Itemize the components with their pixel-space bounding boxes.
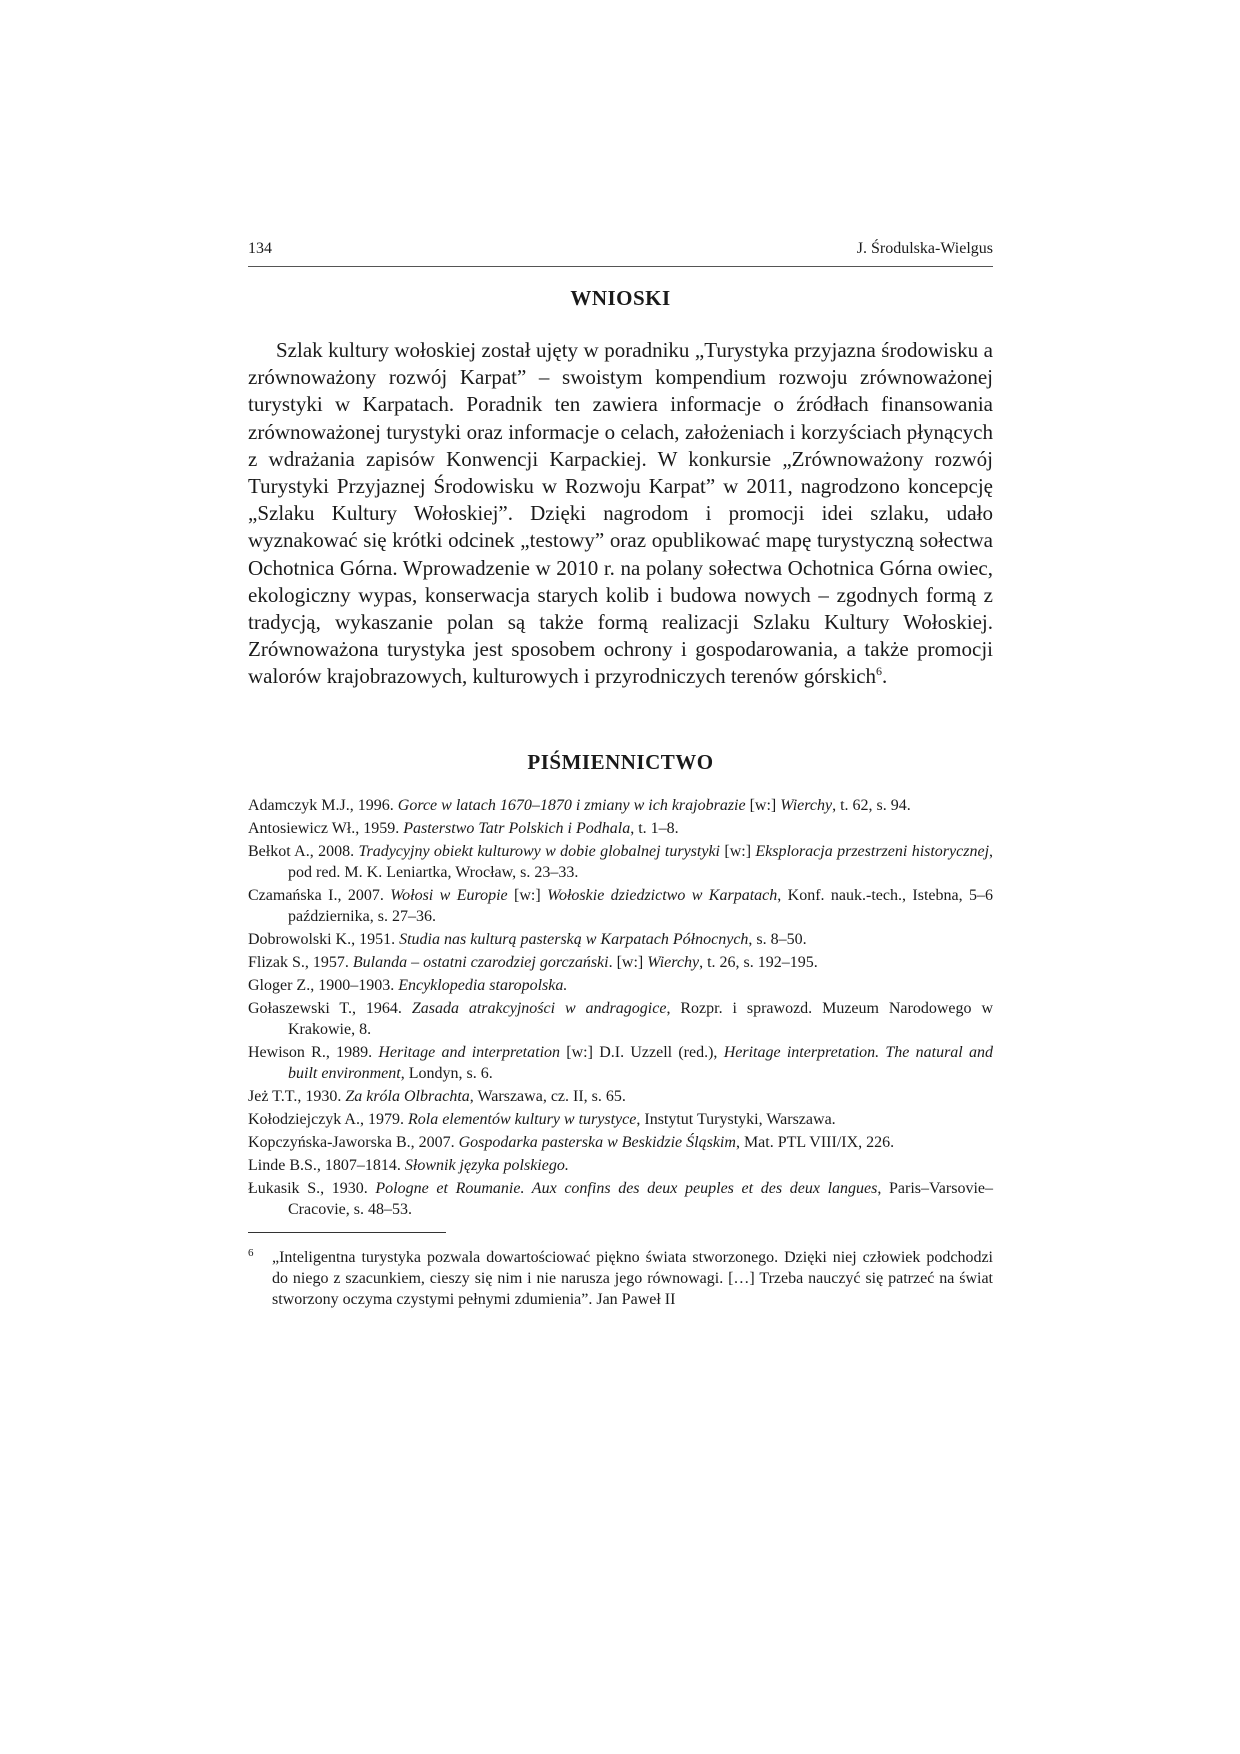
reference-item (248, 998, 993, 1040)
references-list (248, 795, 993, 1220)
reference-item (248, 1132, 993, 1153)
reference-title-italic: Heritage interpretation. The natural and built environment (288, 1043, 993, 1082)
reference-text: , pod red. M. K. Leniartka, Wrocław, s. 23–33. (288, 842, 994, 881)
reference-item (248, 841, 993, 883)
reference-title-italic: Wierchy (647, 953, 700, 971)
reference-title-italic: Słownik języka polskiego. (404, 1156, 569, 1174)
reference-text: Flizak S., 1957. (248, 953, 353, 971)
page (248, 240, 993, 1310)
reference-text: , Rozpr. i sprawozd. Muzeum Narodowego w Krakowie, 8. (288, 999, 993, 1038)
conclusions-heading: WNIOSKI (570, 286, 671, 310)
reference-text: Bełkot A., 2008. (248, 842, 359, 860)
reference-text: , Instytut Turystyki, Warszawa. (636, 1110, 836, 1128)
reference-text: Kołodziejczyk A., 1979. (248, 1110, 408, 1128)
reference-item (248, 795, 993, 816)
reference-title-italic: Wołoskie dziedzictwo w Karpatach (547, 886, 778, 904)
reference-text: Gloger Z., 1900–1903. (248, 976, 399, 994)
reference-title-italic: Wołosi w Europie (390, 886, 508, 904)
reference-item (248, 885, 993, 927)
reference-text: , Mat. PTL VIII/IX, 226. (735, 1133, 895, 1151)
reference-text: , t. 1–8. (630, 819, 679, 837)
reference-text: Hewison R., 1989. (248, 1043, 379, 1061)
reference-text: [w:] (720, 842, 756, 860)
reference-text: , s. 8–50. (748, 930, 807, 948)
references-heading: PIŚMIENNICTWO (527, 749, 714, 774)
reference-item (248, 1155, 993, 1176)
reference-title-italic: Tradycyjny obiekt kulturowy w dobie globalnej turystyki (358, 842, 720, 860)
reference-text: . [w:] (608, 953, 648, 971)
reference-title-italic: Gospodarka pasterska w Beskidzie Śląskim (458, 1133, 736, 1151)
running-head (248, 240, 993, 267)
reference-text: [w:] D.I. Uzzell (red.), (560, 1043, 724, 1061)
reference-text: Kopczyńska-Jaworska B., 2007. (248, 1133, 459, 1151)
reference-text: [w:] (507, 886, 548, 904)
footnote (248, 1247, 993, 1310)
reference-title-italic: Pologne et Roumanie. Aux confins des deux peuples et des deux langues (375, 1179, 878, 1197)
reference-text: Czamańska I., 2007. (248, 886, 391, 904)
conclusions-text: Szlak kultury wołoskiej został ujęty w poradniku „Turystyka przyjazna środowisku a zrównoważony rozwój Karpat” – swoistym kompendium rozwoju zrównoważonej turystyki w Karpatach. Poradnik ten zawiera informacje o źródłach finansowania zrównoważonej turystyki oraz informacje o celach, założeniach i korzyściach płynących z wdrażania zapisów Konwencji Karpackiej. W konkursie „Zrównoważony rozwój Turystyki Przyjaznej Środowisku w Rozwoju Karpat” w 2011, nagrodzono koncepcję „Szlaku Kultury Wołoskiej”. Dzięki nagrodom i promocji idei szlaku, udało wyznakować się krótki odcinek „testowy” oraz opublikować mapę turystyczną sołectwa Ochotnica Górna. Wprowadzenie w 2010 r. na polany sołectwa Ochotnica Górna owiec, ekologiczny wypas, konserwacja starych kolib i budowa nowych – zgodnych formą z tradycją, wykaszanie polan są także formą realizacji Szlaku Kultury Wołoskiej. Zrównoważona turystyka jest sposobem ochrony i gospodarowania, a także promocji walorów krajobrazowych, kulturowych i przyrodniczych terenów górskich (248, 338, 993, 689)
reference-text: Łukasik S., 1930. (248, 1179, 376, 1197)
reference-text: , Londyn, s. 6. (400, 1064, 493, 1082)
reference-text: Antosiewicz Wł., 1959. (248, 819, 404, 837)
footnote-reference: 6 (876, 664, 883, 679)
conclusions-paragraph (248, 337, 993, 691)
reference-text: Gołaszewski T., 1964. (248, 999, 412, 1017)
reference-title-italic: Heritage and interpretation (378, 1043, 561, 1061)
reference-title-italic: Zasada atrakcyjności w andragogice (411, 999, 667, 1017)
reference-text: , t. 62, s. 94. (832, 796, 911, 814)
conclusions-end-punct: . (882, 664, 888, 689)
reference-item (248, 818, 993, 839)
reference-item (248, 1086, 993, 1107)
footnote-mark: 6 (248, 1246, 254, 1259)
reference-title-italic: Rola elementów kultury w turystyce (407, 1110, 637, 1128)
reference-title-italic: Encyklopedia staropolska. (398, 976, 568, 994)
reference-item (248, 952, 993, 973)
reference-text: Adamczyk M.J., 1996. (248, 796, 398, 814)
reference-text: Linde B.S., 1807–1814. (248, 1156, 405, 1174)
reference-text: , Paris–Varsovie–Cracovie, s. 48–53. (288, 1179, 994, 1218)
reference-text: , t. 26, s. 192–195. (699, 953, 818, 971)
reference-text: , Warszawa, cz. II, s. 65. (469, 1087, 626, 1105)
reference-item (248, 975, 993, 996)
reference-text: , Konf. nauk.-tech., Istebna, 5–6 października, s. 27–36. (288, 886, 994, 925)
reference-title-italic: Bulanda – ostatni czarodziej gorczański (352, 953, 609, 971)
reference-title-italic: Za króla Olbrachta (345, 1087, 470, 1105)
reference-text: [w:] (745, 796, 781, 814)
page-number: 134 (248, 240, 272, 257)
reference-item (248, 929, 993, 950)
footnote-text: „Inteligentna turystyka pozwala dowartościować piękno świata stworzonego. Dzięki niej człowiek podchodzi do niego z szacunkiem, cieszy się nim i nie narusza jego równowagi. […] Trzeba nauczyć się patrzeć na świat stworzony oczyma czystymi pełnymi zdumienia”. Jan Paweł II (272, 1248, 993, 1308)
reference-item (248, 1042, 993, 1084)
reference-title-italic: Pasterstwo Tatr Polskich i Podhala (403, 819, 631, 837)
reference-text: Jeż T.T., 1930. (248, 1087, 346, 1105)
reference-title-italic: Studia nas kulturą pasterską w Karpatach Północnych (399, 930, 749, 948)
reference-text: Dobrowolski K., 1951. (248, 930, 400, 948)
reference-title-italic: Wierchy (780, 796, 833, 814)
reference-item (248, 1109, 993, 1130)
reference-title-italic: Eksploracja przestrzeni historycznej (755, 842, 990, 860)
footnote-divider (248, 1232, 446, 1233)
reference-title-italic: Gorce w latach 1670–1870 i zmiany w ich krajobrazie (397, 796, 746, 814)
reference-item (248, 1178, 993, 1220)
running-author: J. Środulska-Wielgus (856, 240, 993, 257)
